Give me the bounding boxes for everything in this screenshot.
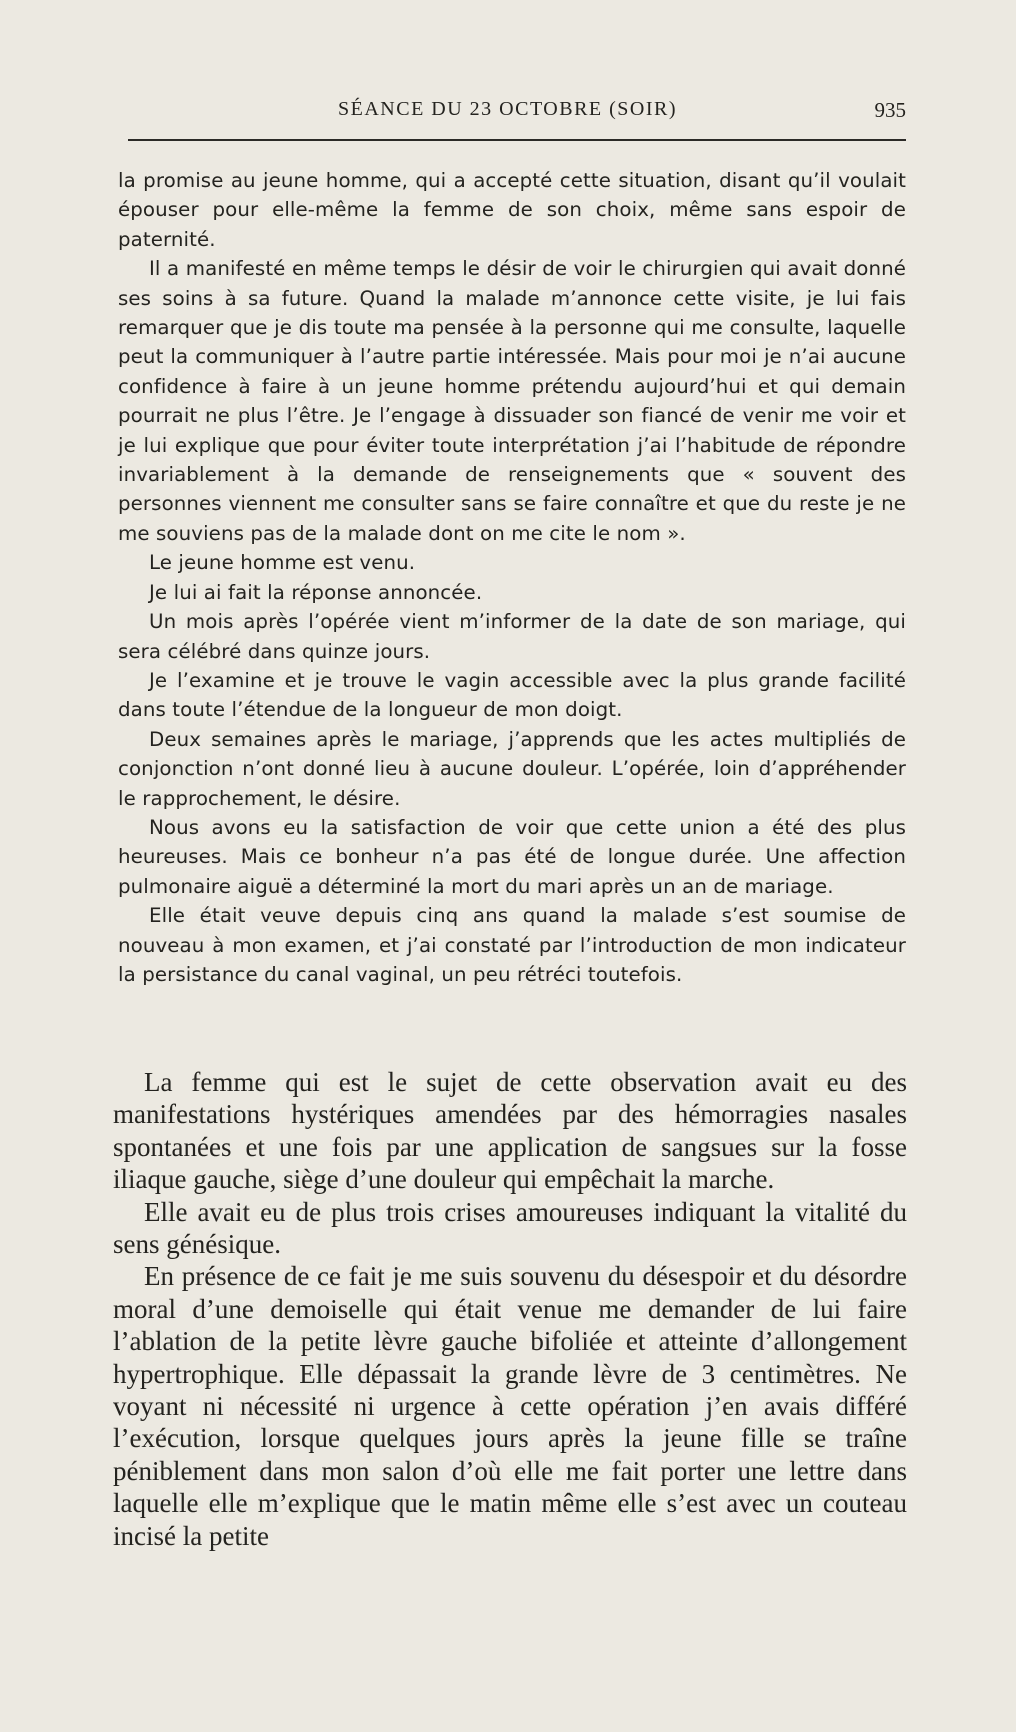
observation-paragraph: la promise au jeune homme, qui a accepté cette situation, disant qu’il voulait épouser pour elle-même la femme de son choix, même sans espoir de paternité. [118,169,906,251]
header-rule [128,139,906,141]
page-number: 935 [874,98,906,122]
observation-paragraph: Il a manifesté en même temps le désir de voir le chirurgien qui avait donné ses soins à sa future. Quand la malade m’annonce cette visite, je lui fais remarquer que je dis toute ma pensée à la personne qui me consulte, laquelle peut la communiquer à l’autre partie intéressée. Mais pour moi je n’ai aucune confidence à faire à un jeune homme prétendu aujourd’hui et qui demain pourrait ne plus l’être. Je l’engage à dissuader son fiancé de venir me voir et je lui explique que pour éviter toute interprétation j’ai l’habitude de répondre invariablement à la demande de renseignements que « souvent des personnes viennent me consulter sans se faire connaître et que du reste je ne me souviens pas de la malade dont on me cite le nom ». [118,257,906,545]
running-title: SÉANCE DU 23 OCTOBRE (SOIR) [338,98,678,120]
observation-block [118,166,906,989]
main-text [113,1066,907,1552]
observation-paragraph: Nous avons eu la satisfaction de voir que cette union a été des plus heureuses. Mais ce bonheur n’a pas été de longue durée. Une affection pulmonaire aiguë a déterminé la mort du mari après un an de mariage. [118,815,906,898]
observation-paragraph: Elle était veuve depuis cinq ans quand la malade s’est soumise de nouveau à mon examen, et j’ai constaté par l’introduction de mon indicateur la persistance du canal vaginal, un peu rétréci toutefois. [118,904,906,986]
body-paragraph: En présence de ce fait je me suis souvenu du désespoir et du désordre moral d’une demoiselle qui était venue me demander de lui faire l’ablation de la petite lèvre gauche bifoliée et atteinte d’allongement hypertrophique. Elle dépassait la grande lèvre de 3 centimètres. Ne voyant ni nécessité ni urgence à cette opération j’en avais différé l’exécution, lorsque quelques jours après la jeune fille se traîne péniblement dans mon salon d’où elle me fait porter une lettre dans laquelle elle m’explique que le matin même elle s’est avec un couteau incisé la petite [113,1261,907,1551]
observation-paragraph: Un mois après l’opérée vient m’informer de la date de son mariage, qui sera célébré dans quinze jours. [118,610,906,663]
body-paragraph: Elle avait eu de plus trois crises amoureuses indiquant la vitalité du sens génésique. [113,1196,907,1260]
running-head [128,98,906,128]
body-paragraph: La femme qui est le sujet de cette observation avait eu des manifestations hystériques amendées par des hémorragies nasales spontanées et une fois par une application de sangsues sur la fosse iliaque gauche, siège d’une douleur qui empêchait la marche. [113,1067,907,1195]
observation-paragraph: Je lui ai fait la réponse annoncée. [149,580,483,604]
observation-paragraph: Deux semaines après le mariage, j’apprends que les actes multipliés de conjonction n’ont donné lieu à aucune douleur. L’opérée, loin d’appréhender le rapprochement, le désire. [118,727,906,810]
observation-paragraph: Le jeune homme est venu. [149,551,416,575]
observation-paragraph: Je l’examine et je trouve le vagin accessible avec la plus grande facilité dans toute l’étendue de la longueur de mon doigt. [118,668,906,722]
